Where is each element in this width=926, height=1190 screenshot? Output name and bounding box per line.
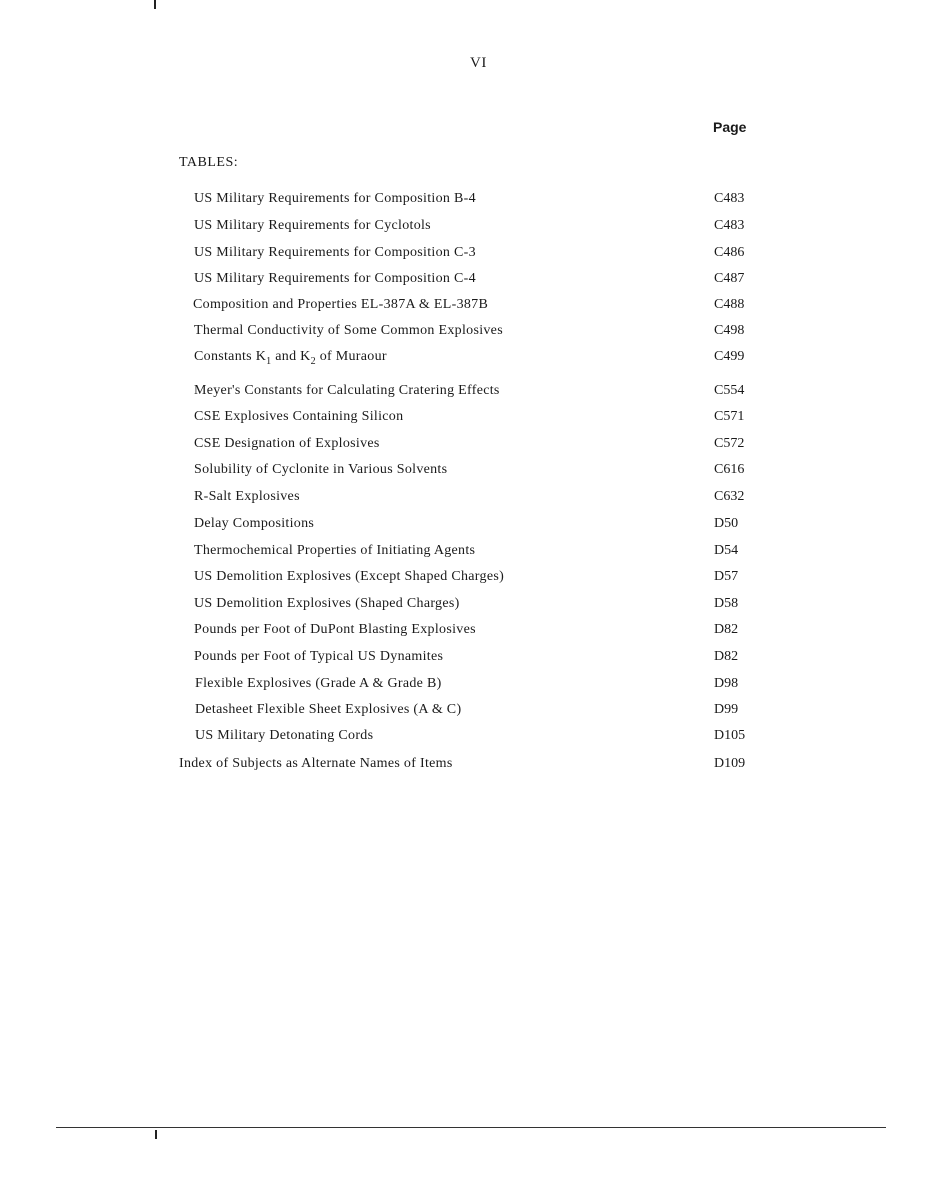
toc-entry-title: Thermochemical Properties of Initiating Agents (194, 543, 476, 558)
toc-entry (0, 489, 926, 511)
toc-entry-title: US Military Requirements for Composition C-4 (194, 271, 476, 286)
toc-entry (0, 383, 926, 405)
toc-entry-title: Composition and Properties EL-387A & EL-387B (193, 297, 489, 312)
toc-entry (0, 297, 926, 319)
toc-entry (0, 245, 926, 267)
toc-entry-page: C487 (714, 271, 745, 286)
toc-entry-title: Index of Subjects as Alternate Names of Items (179, 756, 453, 771)
toc-entry-page: C571 (714, 409, 745, 424)
toc-entry (0, 191, 926, 213)
toc-entry-page: C499 (714, 349, 745, 364)
toc-entry-page: D54 (714, 543, 739, 558)
toc-entry-title: US Demolition Explosives (Except Shaped Charges) (194, 569, 505, 584)
toc-entry-title (194, 349, 387, 367)
toc-entry-page: D105 (714, 728, 746, 743)
toc-entry (0, 462, 926, 484)
toc-entry-page: C486 (714, 245, 745, 260)
toc-entry-title: US Military Requirements for Cyclotols (194, 218, 431, 233)
toc-entry-title: US Military Requirements for Composition C-3 (194, 245, 476, 260)
toc-entry-title-mid: and K (271, 349, 311, 364)
toc-entry (0, 409, 926, 431)
toc-entry (0, 323, 926, 345)
toc-entry (0, 702, 926, 724)
subscript-2: 2 (310, 355, 316, 367)
toc-entry (0, 436, 926, 458)
toc-entry-page: D57 (714, 569, 739, 584)
toc-entry-page: D98 (714, 676, 739, 691)
toc-entry-page: C632 (714, 489, 745, 504)
toc-entry (0, 596, 926, 618)
toc-entry-title: Flexible Explosives (Grade A & Grade B) (195, 676, 442, 691)
toc-entry-title: Pounds per Foot of DuPont Blasting Explosives (194, 622, 476, 637)
toc-entry (0, 271, 926, 293)
toc-entry (0, 543, 926, 565)
toc-entry (0, 349, 926, 371)
toc-entry-title: Solubility of Cyclonite in Various Solvents (194, 462, 448, 477)
toc-entry-page: D82 (714, 622, 739, 637)
toc-entry (0, 569, 926, 591)
toc-entry (0, 649, 926, 671)
toc-entry-title: US Military Detonating Cords (195, 728, 374, 743)
toc-entry (0, 728, 926, 750)
toc-entry-page: C488 (714, 297, 745, 312)
toc-entry-page: C498 (714, 323, 745, 338)
toc-entry-title: Pounds per Foot of Typical US Dynamites (194, 649, 444, 664)
toc-entry-page: D109 (714, 756, 746, 771)
toc-entry-title: CSE Explosives Containing Silicon (194, 409, 404, 424)
toc-entry-title: Detasheet Flexible Sheet Explosives (A & C) (195, 702, 462, 717)
toc-entry-page: C483 (714, 218, 745, 233)
toc-entry-page: C554 (714, 383, 745, 398)
toc-entry-title: US Military Requirements for Composition B-4 (194, 191, 476, 206)
toc-entry-page: C483 (714, 191, 745, 206)
toc-entry-page: D50 (714, 516, 739, 531)
toc-entry (0, 516, 926, 538)
toc-entry-page: D58 (714, 596, 739, 611)
toc-entry-title-suffix: of Muraour (315, 349, 387, 364)
toc-entry-title: R-Salt Explosives (194, 489, 300, 504)
toc-entry-page: D99 (714, 702, 739, 717)
toc-entry-page: C616 (714, 462, 745, 477)
bottom-rule (56, 1127, 886, 1128)
subscript-1: 1 (266, 355, 272, 367)
bottom-margin-tick (155, 1130, 157, 1139)
toc-entry-title: US Demolition Explosives (Shaped Charges) (194, 596, 460, 611)
toc-entry-page: C572 (714, 436, 745, 451)
toc-entry (0, 218, 926, 240)
section-heading-tables: TABLES: (179, 155, 239, 170)
toc-entry-title: Meyer's Constants for Calculating Cratering Effects (194, 383, 500, 398)
page-number: VI (470, 55, 487, 71)
toc-entry-title: CSE Designation of Explosives (194, 436, 380, 451)
page-column-header: Page (713, 119, 747, 135)
toc-entry (0, 622, 926, 644)
toc-entry (0, 756, 926, 778)
toc-entry-title: Delay Compositions (194, 516, 315, 531)
toc-entry-title-prefix: Constants K (194, 349, 267, 364)
toc-entry-title: Thermal Conductivity of Some Common Explosives (194, 323, 503, 338)
toc-entry-page: D82 (714, 649, 739, 664)
toc-entry (0, 676, 926, 698)
